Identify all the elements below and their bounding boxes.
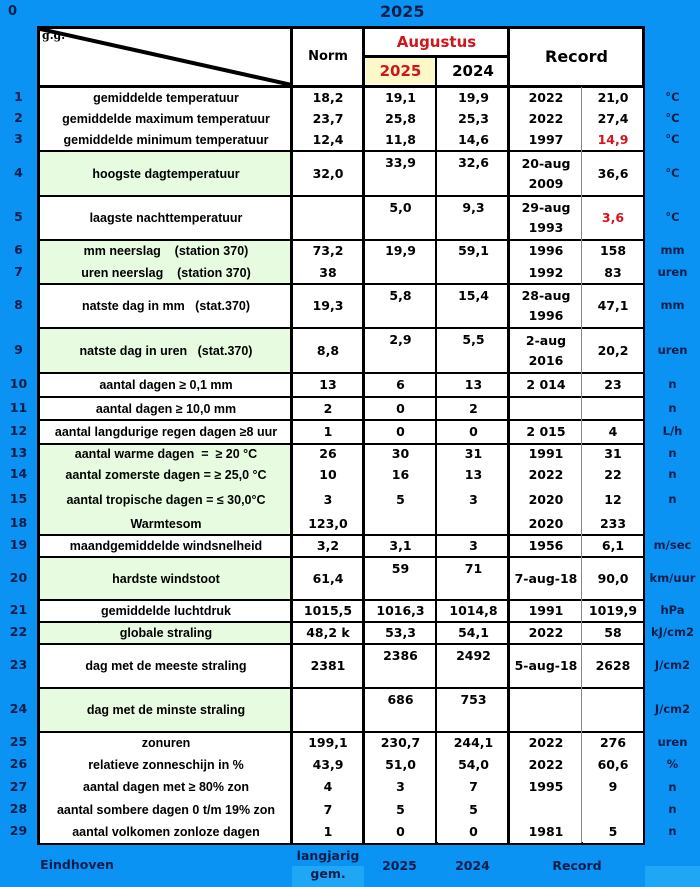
row-label: hardste windstoot: [112, 571, 220, 586]
cell-y2025: 3: [396, 779, 405, 795]
cell-norm: 2: [323, 400, 333, 416]
footer-year-current: 2025: [382, 858, 417, 873]
cell-norm: 18,2: [312, 89, 344, 105]
row-label: natste dag in uren (stat.370): [79, 343, 253, 358]
cell-record-date: [510, 328, 582, 373]
row-number: 15: [9, 490, 28, 506]
cell-record-date: [510, 732, 582, 754]
cell-record-date: [510, 821, 582, 843]
row-number: 13: [9, 445, 28, 460]
cell-record-date: [510, 622, 582, 644]
row-number: 21: [9, 602, 28, 617]
row-divider: [40, 599, 643, 601]
row-divider: [40, 731, 643, 733]
footer-norm-line1: langjarig: [296, 848, 360, 863]
row-number: 12: [9, 423, 28, 438]
cell-record-value: [583, 799, 643, 821]
row-unit: n: [668, 400, 677, 415]
cell-norm: 10: [319, 467, 337, 482]
row-unit: n: [668, 446, 677, 460]
record-date-line1: 2020: [528, 516, 564, 531]
record-date-line1: 2-aug: [525, 332, 567, 348]
row-label: aantal dagen met ≥ 80% zon: [83, 780, 249, 795]
cell-record-value: 20,2: [597, 342, 629, 358]
cell-y2024: 13: [464, 377, 483, 392]
cell-record-date: [510, 284, 582, 328]
row-number: 10: [9, 376, 28, 391]
cell-record-value: 22: [604, 467, 622, 482]
row-divider: [40, 556, 643, 558]
row-unit: uren: [657, 735, 688, 750]
cell-record-date: [510, 196, 582, 240]
cell-norm: 48,2 k: [306, 625, 350, 640]
row-divider: [40, 327, 643, 329]
cell-norm: 4: [323, 779, 333, 795]
cell-record-value: 31: [604, 446, 622, 461]
cell-y2024: 19,9: [458, 89, 489, 105]
cell-norm: 1015,5: [303, 603, 353, 618]
row-divider: [40, 621, 643, 623]
footer-unit-block: [645, 866, 700, 887]
row-label: aantal warme dagen = ≥ 20 °C: [74, 447, 258, 461]
cell-y2025: 0: [396, 823, 405, 839]
cell-record-value: 27,4: [597, 110, 629, 126]
cell-y2024: 71: [464, 561, 483, 576]
cell-y2025: 2,9: [389, 332, 412, 347]
cell-y2025: 6: [396, 377, 405, 392]
header-year-current: 2025: [366, 58, 435, 84]
row-unit: kJ/cm2: [651, 625, 694, 639]
cell-y2025: 33,9: [385, 155, 416, 170]
row-unit: °C: [665, 89, 680, 104]
row-number: 22: [9, 624, 28, 639]
row-number: 3: [14, 131, 23, 147]
row-number: 24: [9, 701, 28, 716]
cell-y2025: 3,1: [389, 538, 412, 553]
cell-record-date: [510, 420, 582, 444]
column-divider: [362, 29, 365, 843]
cell-y2024: 59,1: [458, 243, 489, 258]
cell-norm: 3: [323, 491, 333, 507]
row-number: 26: [9, 756, 28, 772]
row-label: Warmtesom: [130, 517, 202, 531]
row-number: 4: [14, 164, 23, 180]
cell-y2025: [365, 262, 436, 284]
row-unit: n: [668, 377, 677, 391]
record-date-line1: 1991: [528, 446, 564, 461]
row-number: 5: [14, 209, 23, 224]
row-number: 27: [9, 778, 28, 794]
row-label: hoogste dagtemperatuur: [92, 166, 240, 181]
cell-record-date: [510, 87, 582, 108]
row-number: 18: [9, 515, 28, 530]
row-unit: km/uur: [649, 570, 696, 585]
cell-y2024: 54,0: [458, 757, 489, 773]
cell-y2024: 1014,8: [449, 603, 498, 618]
cell-y2025: 53,3: [385, 625, 416, 640]
cell-y2024: 0: [469, 823, 478, 839]
row-unit: J/cm2: [654, 702, 691, 716]
row-unit: mm: [660, 243, 685, 257]
row-divider: [40, 643, 643, 645]
diagonal-divider: [40, 29, 292, 85]
cell-norm: 43,9: [312, 757, 344, 773]
row-label: laagste nachttemperatuur: [89, 211, 243, 225]
header-norm: Norm: [308, 49, 348, 64]
cell-y2025: 2386: [383, 648, 418, 663]
cell-record-date: [510, 535, 582, 557]
cell-record-value: 14,9: [597, 132, 629, 148]
row-unit: uren: [657, 342, 688, 357]
row-label: aantal dagen ≥ 0,1 mm: [99, 378, 233, 392]
row-label: dag met de meeste straling: [85, 659, 247, 673]
row-label: aantal volkomen zonloze dagen: [72, 824, 260, 839]
row-divider: [40, 687, 643, 689]
cell-y2024: 54,1: [458, 625, 489, 640]
cell-y2025: 19,9: [385, 243, 416, 258]
row-label: gemiddelde maximum temperatuur: [62, 111, 270, 126]
row-label: aantal langdurige regen dagen ≥8 uur: [54, 425, 278, 439]
record-date-line1: 7-aug-18: [514, 570, 578, 586]
footer-record: Record: [552, 858, 602, 873]
row-number: 19: [9, 537, 28, 552]
row-number-header: 0: [8, 4, 18, 19]
cell-y2024: 9,3: [462, 200, 485, 215]
cell-record-value: 158: [599, 243, 627, 258]
cell-norm: 61,4: [312, 570, 344, 586]
row-divider: [40, 195, 643, 197]
record-date-line1: 2020: [528, 491, 564, 507]
corner-label: g.g.: [42, 29, 66, 42]
cell-y2024: 5,5: [462, 332, 485, 347]
record-date-line1: 2022: [528, 110, 564, 126]
record-date-line1: 1991: [528, 603, 564, 618]
record-date-line1: 2022: [528, 757, 564, 773]
cell-norm: 13: [319, 377, 337, 392]
row-divider: [40, 372, 643, 374]
cell-y2025: 19,1: [385, 89, 416, 105]
row-divider: [40, 534, 643, 536]
cell-y2025: 0: [396, 400, 405, 416]
cell-norm: 26: [319, 446, 337, 461]
row-unit: %: [666, 757, 679, 772]
cell-y2024: 25,3: [458, 110, 489, 126]
cell-norm: 7: [323, 801, 333, 817]
row-unit: °C: [665, 132, 680, 147]
cell-y2025: [365, 513, 436, 535]
cell-norm: 32,0: [312, 165, 344, 181]
cell-record-value: 3,6: [601, 210, 625, 225]
cell-y2025: 11,8: [385, 132, 416, 148]
cell-y2024: 0: [469, 424, 478, 439]
row-label: gemiddelde minimum temperatuur: [63, 133, 269, 148]
row-label: natste dag in mm (stat.370): [81, 299, 251, 313]
cell-record-value: 4: [608, 424, 618, 439]
cell-norm: 3,2: [316, 538, 340, 553]
row-unit: mm: [660, 298, 685, 312]
row-label: zonuren: [141, 736, 191, 751]
cell-record-date: [510, 486, 582, 513]
record-date-line1: 1981: [528, 823, 564, 839]
row-number: 6: [14, 242, 23, 257]
record-date-line2: 2016: [528, 352, 564, 368]
cell-record-value: 233: [599, 516, 627, 531]
cell-norm: 38: [319, 265, 337, 280]
cell-record-value: 1019,9: [588, 603, 638, 618]
cell-norm: 1: [323, 424, 333, 439]
row-label: relatieve zonneschijn in %: [88, 758, 244, 773]
row-label: dag met de minste straling: [86, 703, 246, 717]
record-date-line2: 2009: [528, 175, 564, 191]
cell-record-value: 83: [604, 265, 622, 280]
cell-record-date: [510, 600, 582, 622]
cell-y2025: 59: [391, 561, 410, 576]
cell-record-date: [510, 130, 582, 151]
row-label: maandgemiddelde windsnelheid: [69, 539, 263, 553]
cell-y2025: 25,8: [385, 110, 416, 126]
cell-record-value: 47,1: [597, 298, 629, 313]
row-label: aantal sombere dagen 0 t/m 19% zon: [56, 802, 276, 817]
cell-record-value: [583, 688, 643, 732]
row-label: gemiddelde temperatuur: [93, 90, 239, 105]
record-date-line1: 20-aug: [521, 155, 571, 171]
row-divider: [40, 283, 643, 285]
cell-record-value: 2628: [595, 658, 631, 673]
row-unit: n: [668, 801, 677, 816]
footer-year-previous: 2024: [455, 858, 490, 873]
column-divider: [290, 29, 293, 843]
column-divider: [507, 29, 510, 843]
row-label: uren neerslag (station 370): [81, 266, 251, 280]
header-record: Record: [545, 47, 608, 66]
row-number: 28: [9, 800, 28, 816]
cell-y2025: 5,8: [389, 288, 412, 303]
cell-record-date: [510, 644, 582, 688]
row-unit: °C: [665, 111, 680, 125]
row-unit: n: [668, 491, 677, 506]
column-divider: [435, 56, 437, 843]
cell-record-value: 36,6: [597, 165, 629, 181]
record-date-line1: 5-aug-18: [514, 658, 578, 673]
cell-record-value: 9: [608, 779, 618, 795]
cell-record-date: [510, 151, 582, 196]
cell-record-value: 23: [604, 377, 622, 392]
cell-y2024: 7: [469, 779, 478, 795]
row-number: 1: [14, 88, 23, 104]
record-date-line1: 2022: [528, 625, 564, 640]
cell-y2025: 5,0: [389, 200, 412, 215]
cell-norm: 23,7: [312, 110, 344, 126]
record-date-line1: 1956: [528, 538, 564, 553]
cell-y2024: 15,4: [458, 288, 489, 303]
cell-y2025: 1016,3: [376, 603, 425, 618]
row-number: 29: [9, 822, 28, 838]
cell-y2025: 5: [396, 491, 405, 507]
cell-record-date: [510, 397, 582, 420]
row-label: mm neerslag (station 370): [83, 244, 249, 258]
cell-record-date: [510, 240, 582, 262]
cell-y2024: 14,6: [458, 132, 489, 148]
record-date-line1: 2 014: [526, 377, 566, 392]
cell-y2025: 51,0: [385, 757, 416, 773]
cell-y2024: 13: [464, 467, 483, 482]
cell-record-value: 21,0: [597, 89, 629, 105]
cell-norm: 123,0: [308, 516, 348, 531]
row-number: 20: [9, 569, 28, 585]
record-date-line1: 1997: [528, 132, 564, 148]
row-number: 14: [9, 466, 28, 481]
cell-y2024: 2: [469, 400, 478, 416]
row-number: 9: [14, 341, 23, 357]
cell-record-value: 58: [604, 625, 622, 640]
record-date-line1: 2022: [528, 467, 564, 482]
cell-record-date: [510, 444, 582, 464]
cell-y2024: 3: [469, 538, 478, 553]
column-divider: [581, 87, 582, 843]
page-title-year: 2025: [380, 2, 425, 21]
record-date-line1: 2022: [528, 89, 564, 105]
row-number: 7: [14, 264, 23, 279]
header-month: Augustus: [396, 33, 477, 51]
cell-norm: 12,4: [312, 132, 344, 148]
row-unit: L/h: [662, 424, 683, 438]
footer-location: Eindhoven: [40, 857, 114, 872]
cell-y2025: 0: [396, 424, 405, 439]
row-label: aantal tropische dagen = ≤ 30,0°C: [66, 492, 266, 507]
row-number: 8: [14, 297, 23, 312]
record-date-line1: 1992: [528, 265, 564, 280]
cell-y2024: 32,6: [458, 155, 489, 170]
row-unit: °C: [665, 210, 680, 224]
row-number: 2: [14, 110, 23, 125]
cell-y2024: 2492: [456, 648, 491, 663]
record-date-line1: 1996: [528, 243, 564, 258]
cell-y2024: 3: [469, 491, 478, 507]
cell-y2024: [438, 513, 509, 535]
cell-y2025: 5: [396, 801, 405, 817]
row-unit: m/sec: [653, 538, 692, 552]
cell-record-value: 6,1: [601, 538, 625, 553]
header-year-previous: 2024: [452, 62, 494, 80]
cell-norm: 19,3: [312, 298, 344, 313]
row-divider: [40, 443, 643, 445]
row-unit: n: [668, 779, 677, 794]
record-date-line1: 2022: [528, 735, 564, 751]
cell-record-value: 276: [599, 735, 627, 751]
row-label: gemiddelde luchtdruk: [101, 604, 231, 618]
header-divider: [40, 85, 643, 88]
row-number: 23: [9, 657, 28, 672]
cell-norm: 2381: [310, 658, 346, 673]
row-number: 11: [9, 399, 28, 415]
cell-y2025: 686: [387, 692, 414, 707]
row-unit: n: [668, 467, 677, 481]
row-number: 25: [9, 734, 28, 750]
cell-norm: 73,2: [312, 243, 344, 258]
cell-record-date: [510, 464, 582, 486]
cell-y2024: 31: [464, 446, 483, 461]
cell-norm: [293, 688, 363, 732]
cell-record-date: [510, 373, 582, 397]
corner-cell: [40, 29, 292, 85]
row-unit: hPa: [660, 603, 685, 617]
row-divider: [40, 396, 643, 398]
cell-record-date: [510, 557, 582, 600]
cell-norm: 199,1: [308, 735, 348, 751]
cell-norm: 8,8: [316, 342, 340, 358]
cell-record-date: [510, 688, 582, 732]
row-divider: [40, 150, 643, 152]
footer-norm-line2: gem.: [292, 866, 364, 887]
cell-record-date: [510, 776, 582, 798]
cell-record-value: 60,6: [597, 757, 629, 773]
title-bar: [0, 0, 700, 26]
cell-y2025: 230,7: [380, 735, 421, 751]
cell-record-value: 90,0: [597, 570, 629, 586]
cell-record-value: 12: [604, 491, 622, 507]
row-label: aantal dagen ≥ 10,0 mm: [95, 401, 237, 416]
cell-record-date: [510, 754, 582, 776]
row-divider: [40, 239, 643, 241]
cell-record-date: [510, 513, 582, 535]
cell-record-value: 5: [608, 823, 618, 839]
record-date-line1: 28-aug: [521, 288, 571, 303]
cell-norm: [293, 196, 363, 240]
record-date-line1: 29-aug: [521, 200, 571, 215]
row-unit: uren: [657, 265, 688, 279]
cell-y2025: 30: [391, 446, 410, 461]
cell-record-date: [510, 262, 582, 284]
row-unit: J/cm2: [654, 658, 691, 672]
record-date-line2: 1993: [528, 220, 564, 235]
cell-record-value: [583, 397, 643, 420]
record-date-line1: 1995: [528, 779, 564, 795]
cell-y2024: 244,1: [453, 735, 494, 751]
cell-y2024: 753: [460, 692, 487, 707]
cell-y2024: [438, 262, 509, 284]
cell-record-date: [510, 108, 582, 129]
row-label: globale straling: [119, 626, 213, 640]
row-unit: n: [668, 823, 677, 838]
row-unit: °C: [665, 165, 680, 180]
cell-record-date: [510, 799, 582, 821]
cell-norm: 1: [323, 823, 333, 839]
record-date-line1: 2 015: [526, 424, 566, 439]
cell-y2025: 16: [391, 467, 410, 482]
row-label: aantal zomerste dagen = ≥ 25,0 °C: [65, 468, 267, 482]
record-date-line2: 1996: [528, 308, 564, 323]
cell-y2024: 5: [469, 801, 478, 817]
row-divider: [40, 419, 643, 421]
